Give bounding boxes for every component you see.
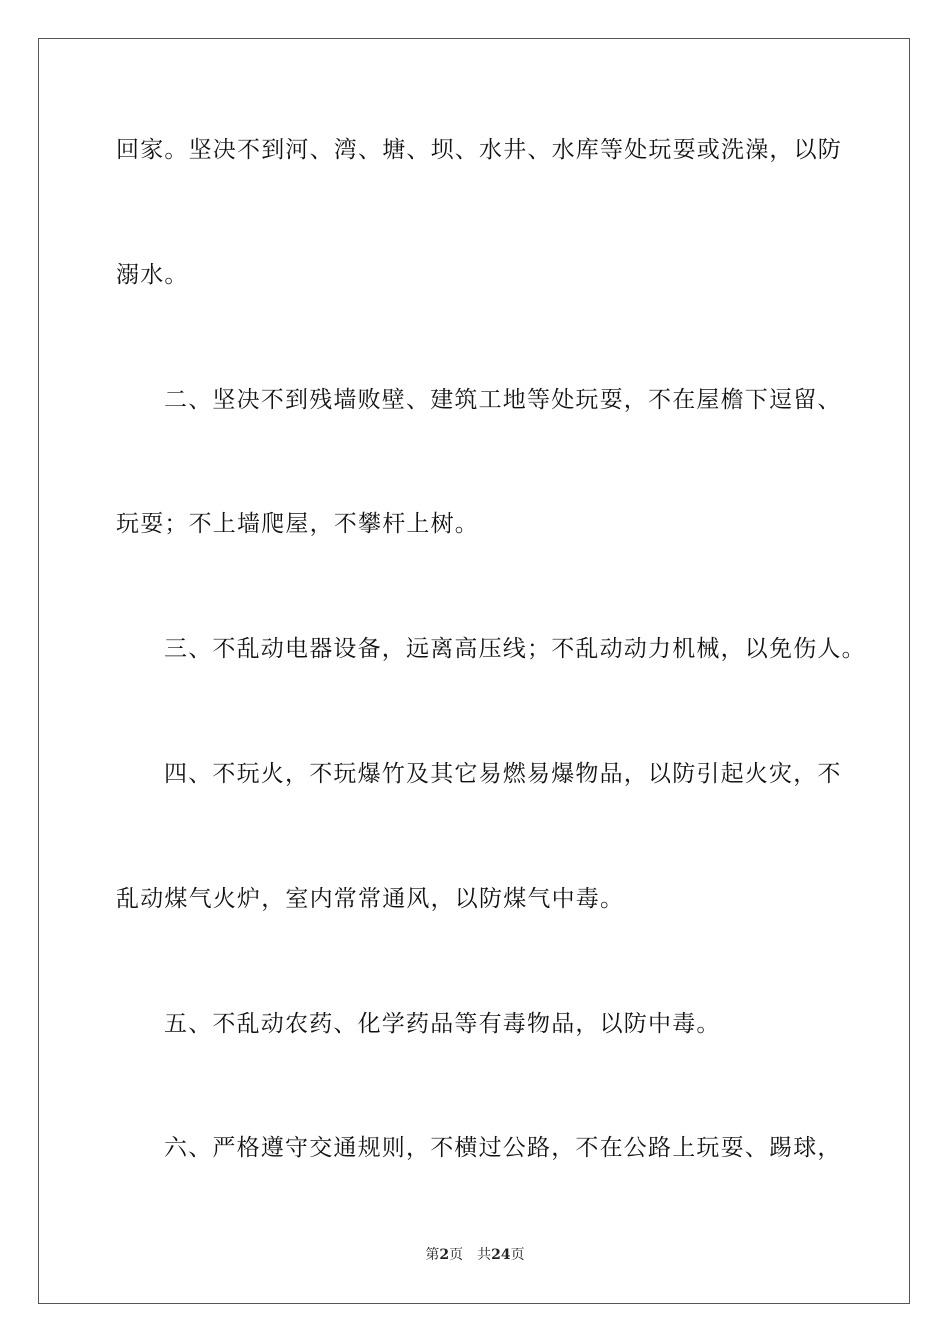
page-footer	[0, 1246, 950, 1264]
text-line-1: 回家。坚决不到河、湾、塘、坝、水井、水库等处玩耍或洗澡，以防	[116, 137, 842, 163]
paragraph-3: 三、不乱动电器设备，远离高压线；不乱动动力机械，以免伤人。	[164, 636, 866, 662]
page-prefix: 第	[425, 1247, 440, 1263]
total-prefix: 共	[477, 1247, 492, 1263]
paragraph-4-start: 四、不玩火，不玩爆竹及其它易燃易爆物品，以防引起火灾，不	[164, 761, 842, 787]
text-line-2: 溺水。	[116, 262, 189, 288]
page-number: 2	[439, 1247, 450, 1263]
paragraph-5: 五、不乱动农药、化学药品等有毒物品，以防中毒。	[164, 1011, 721, 1037]
paragraph-6-start: 六、严格遵守交通规则，不横过公路，不在公路上玩耍、踢球，	[164, 1135, 842, 1161]
total-suffix: 页	[510, 1247, 525, 1263]
text-line-7: 乱动煤气火炉，室内常常通风，以防煤气中毒。	[116, 886, 625, 912]
text-line-4: 玩耍；不上墙爬屋，不攀杆上树。	[116, 511, 479, 537]
page-suffix: 页	[449, 1247, 464, 1263]
total-pages: 24	[491, 1247, 511, 1263]
page-frame	[38, 38, 910, 1304]
paragraph-2-start: 二、坚决不到残墙败壁、建筑工地等处玩耍，不在屋檐下逗留、	[164, 387, 842, 413]
